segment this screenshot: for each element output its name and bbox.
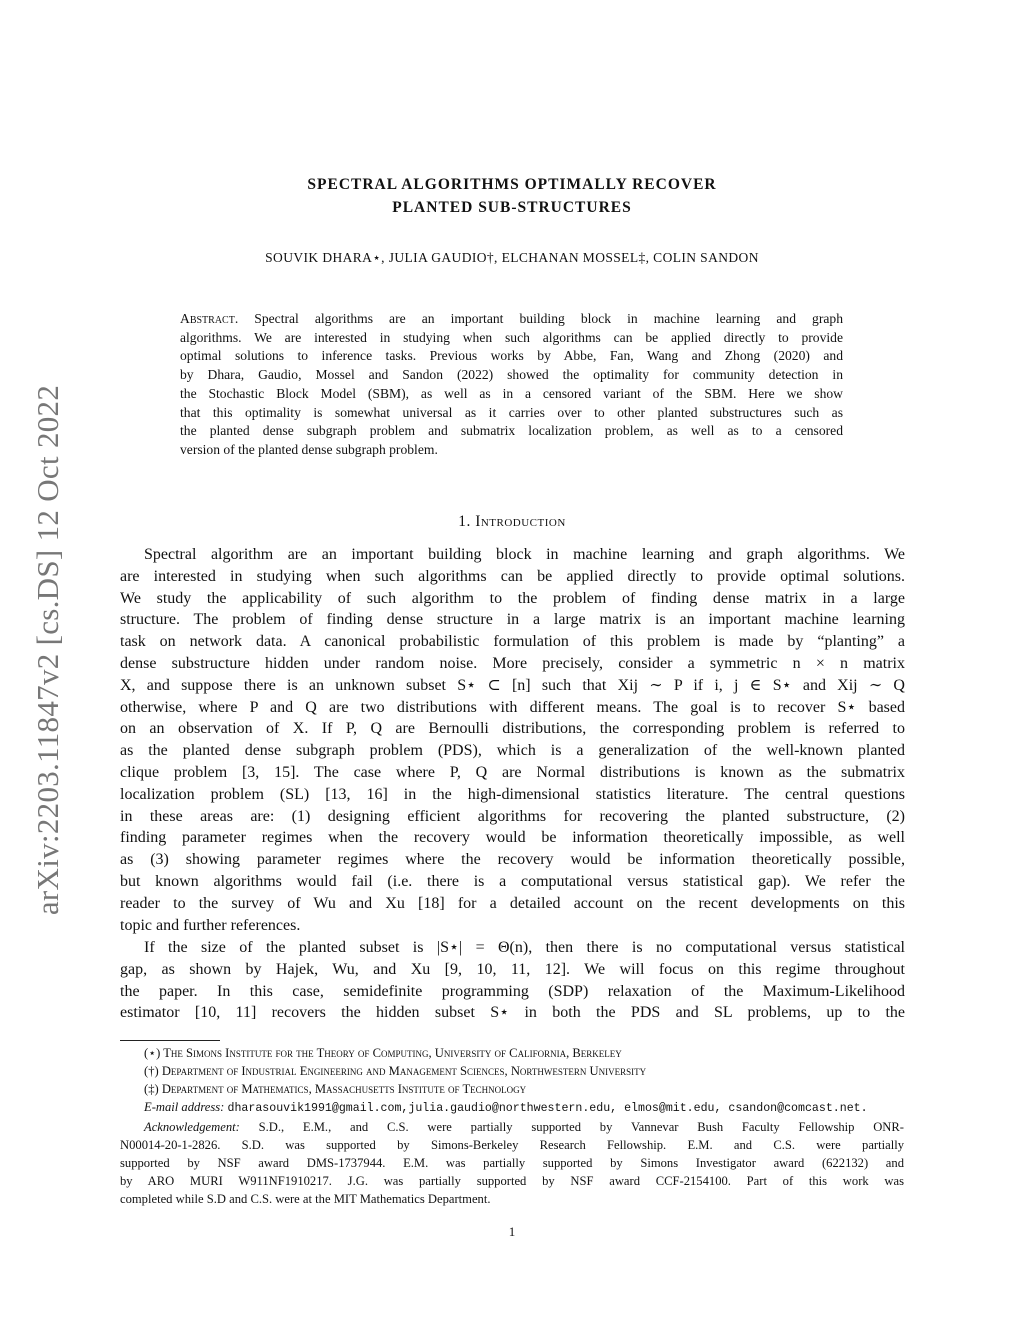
- text-line: finding parameter regimes when the recovery would be information theoretically impossible, as well: [120, 829, 905, 847]
- affiliation: (⋆) The Simons Institute for the Theory of Computing, University of California, Berkeley: [144, 1046, 622, 1060]
- text-line: topic and further references.: [120, 916, 301, 934]
- abstract-line: Spectral algorithms are an important building block in machine learning and graph: [238, 311, 843, 326]
- text-line: Spectral algorithm are an important building block in machine learning and graph algorithms. We: [144, 546, 905, 563]
- affiliation: (†) Department of Industrial Engineering and Management Sciences, Northwestern University: [144, 1064, 647, 1078]
- abstract-line: algorithms. We are interested in studying when such algorithms can be applied directly to provide: [180, 329, 843, 345]
- email-addresses: dharasouvik1991@gmail.com,julia.gaudio@northwestern.edu, elmos@mit.edu, csandon@comcast.net.: [227, 1102, 868, 1115]
- abstract-line: version of the planted dense subgraph problem.: [180, 441, 438, 457]
- abstract-line: that this optimality is somewhat universal as it carries over to other planted substructures such as: [180, 404, 843, 420]
- arxiv-stamp: arXiv:2203.11847v2 [cs.DS] 12 Oct 2022: [30, 384, 65, 916]
- paragraph-2: [120, 937, 905, 1024]
- text-line: on an observation of X. If P, Q are Bernoulli distributions, the corresponding problem is referred to: [120, 720, 905, 738]
- text-line: structure. The problem of finding dense structure in a large matrix is an important machine learning: [120, 611, 905, 629]
- authors: SOUVIK DHARA⋆, JULIA GAUDIO†, ELCHANAN MOSSEL‡, COLIN SANDON: [265, 250, 759, 265]
- text-line: the paper. In this case, semidefinite programming (SDP) relaxation of the Maximum-Likelihood: [120, 982, 905, 1000]
- text-line: If the size of the planted subset is |S⋆| = Θ(n), then there is no computational versus statistical: [144, 939, 905, 956]
- text-line: clique problem [3, 15]. The case where P, Q are Normal distributions is known as the submatrix: [120, 763, 905, 781]
- text-line: in these areas are: (1) designing efficient algorithms for recovering the planted substructure, (2): [120, 807, 905, 825]
- text-line: We study the applicability of such algorithm to the problem of finding dense matrix in a large: [120, 589, 905, 607]
- ack-label: Acknowledgement:: [144, 1120, 240, 1134]
- abstract-line: by Dhara, Gaudio, Mossel and Sandon (2022) showed the optimality for community detection in: [180, 367, 843, 383]
- ack-line: S.D., E.M., and C.S. were partially supported by Vannevar Bush Faculty Fellowship ONR-: [239, 1120, 904, 1134]
- text-line: gap, as shown by Hajek, Wu, and Xu [9, 10, 11, 12]. We will focus on this regime throughout: [120, 960, 905, 978]
- text-line: reader to the survey of Wu and Xu [18] for a detailed account on the recent developments on this: [120, 894, 905, 912]
- abstract-line: the Stochastic Block Model (SBM), as well as in a censored variant of the SBM. Here we show: [180, 385, 843, 401]
- text-line: as the planted dense subgraph problem (PDS), which is a generalization of the well-known planted: [120, 742, 905, 760]
- text-line: dense substructure hidden under random noise. More precisely, consider a symmetric n × n matrix: [120, 654, 905, 672]
- ack-line: supported by NSF award DMS-1737944. E.M. was partially supported by Simons Investigator award (622132) and: [120, 1156, 904, 1170]
- abstract-line: optimal solutions to inference tasks. Previous works by Abbe, Fan, Wang and Zhong (2020) and: [180, 348, 843, 364]
- text-line: X, and suppose there is an unknown subset S⋆ ⊂ [n] such that Xij ∼ P if i, j ∈ S⋆ and Xij ∼ Q: [120, 676, 905, 694]
- abstract-label: Abstract.: [180, 311, 239, 326]
- ack-line: by ARO MURI W911NF1910217. J.G. was partially supported by NSF award CCF-2154100. Part of this work was: [120, 1174, 904, 1188]
- text-line: estimator [10, 11] recovers the hidden subset S⋆ in both the PDS and SL problems, up to the: [120, 1004, 905, 1022]
- footnote-rule: [120, 1040, 220, 1041]
- title-line-1: SPECTRAL ALGORITHMS OPTIMALLY RECOVER: [307, 176, 717, 193]
- text-line: task on network data. A canonical probabilistic formulation of this problem is made by “planting” a: [120, 633, 905, 651]
- ack-line: completed while S.D and C.S. were at the MIT Mathematics Department.: [120, 1192, 491, 1206]
- section-heading: 1. Introduction: [458, 513, 566, 530]
- affiliation: (‡) Department of Mathematics, Massachusetts Institute of Technology: [144, 1082, 527, 1096]
- footnotes: [120, 1044, 904, 1208]
- text-line: localization problem (SL) [13, 16] in the high-dimensional statistics literature. The central questions: [120, 785, 905, 803]
- title-line-2: PLANTED SUB-STRUCTURES: [392, 199, 632, 216]
- text-line: but known algorithms would fail (i.e. there is a computational versus statistical gap). We refer the: [120, 872, 905, 890]
- email-label: E-mail address:: [144, 1100, 225, 1114]
- paragraph-1: [120, 544, 905, 936]
- text-line: as (3) showing parameter regimes where the recovery would be information theoretically possible,: [120, 851, 905, 869]
- abstract: [180, 310, 843, 460]
- ack-line: N00014-20-1-2826. S.D. was supported by Simons-Berkeley Research Fellowship. E.M. and C.S. were partially: [120, 1138, 904, 1152]
- page-number: 1: [508, 1224, 516, 1239]
- text-line: otherwise, where P and Q are two distributions with different means. The goal is to recover S⋆ based: [120, 698, 905, 716]
- abstract-line: the planted dense subgraph problem and submatrix localization problem, as well as to a censored: [180, 423, 843, 439]
- text-line: are interested in studying when such algorithms can be applied directly to provide optimal solutions.: [120, 567, 905, 585]
